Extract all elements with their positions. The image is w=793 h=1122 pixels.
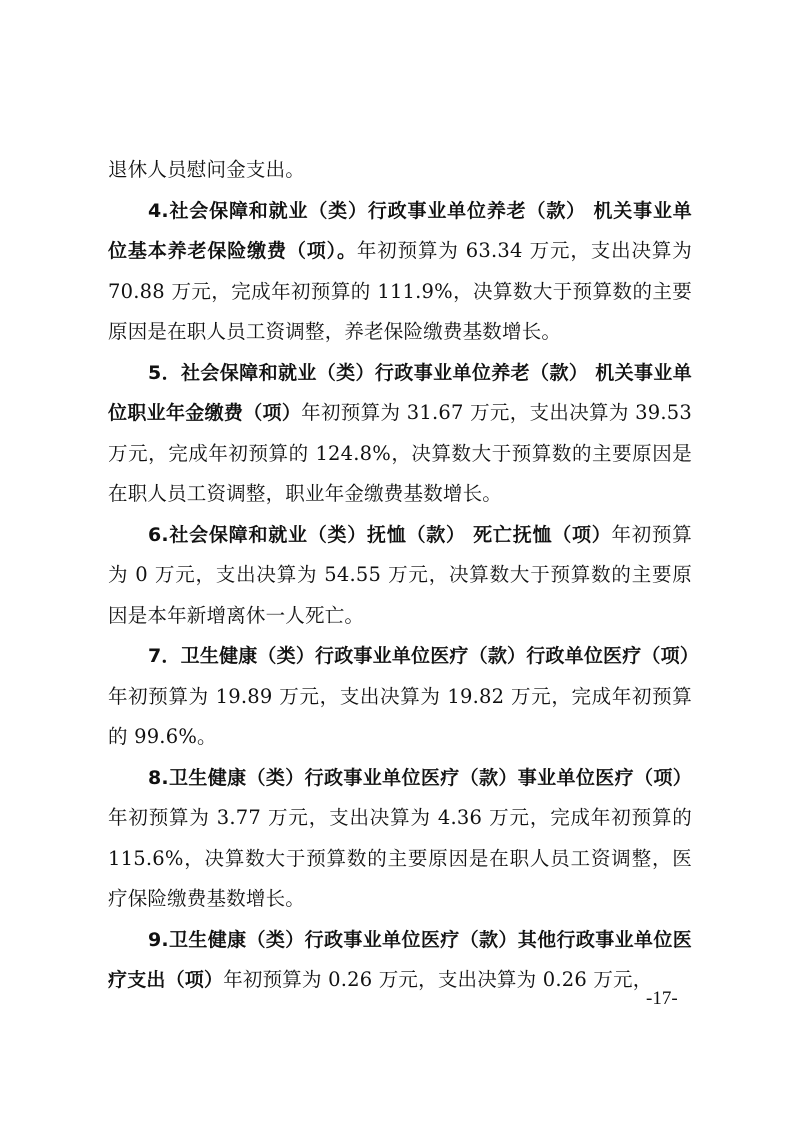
paragraph-3-text: 年初预算为 31.67 万元，支出决算为 39.53 万元，完成年初预算的 124.8%，决算数大于预算数的主要原因是在职人员工资调整，职业年金缴费基数增长。 (108, 401, 692, 505)
paragraph-1-text: 退休人员慰问金支出。 (108, 158, 306, 181)
paragraph-4-heading: 6.社会保障和就业（类）抚恤（款） 死亡抚恤（项） (148, 523, 612, 546)
paragraph-6-heading: 8.卫生健康（类）行政事业单位医疗（款）事业单位医疗（项） (148, 766, 692, 789)
body-text (108, 150, 700, 1001)
paragraph-2 (108, 191, 692, 353)
paragraph-2-heading: 4.社会保障和就业（类）行政事业单位养老（款） 机关事业单位基本养老保险缴费（项）。 (108, 199, 692, 262)
paragraph-4 (108, 515, 692, 637)
paragraph-5-heading: 7．卫生健康（类）行政事业单位医疗（款）行政单位医疗（项） (148, 645, 700, 667)
paragraph-5-text: 年初预算为 19.89 万元，支出决算为 19.82 万元，完成年初预算的 99.6%。 (108, 684, 692, 748)
paragraph-6-text: 年初预算为 3.77 万元，支出决算为 4.36 万元，完成年初预算的 115.6%，决算数大于预算数的主要原因是在职人员工资调整，医疗保险缴费基数增长。 (108, 806, 692, 910)
paragraph-7-text: 年初预算为 0.26 万元，支出决算为 0.26 万元， (223, 968, 653, 991)
page-number: -17- (646, 988, 678, 1009)
paragraph-7 (108, 920, 692, 1001)
paragraph-5 (108, 636, 700, 758)
paragraph-4-text: 年初预算为 0 万元，支出决算为 54.55 万元，决算数大于预算数的主要原因是本年新增离休一人死亡。 (108, 522, 692, 627)
paragraph-3-heading: 5．社会保障和就业（类）行政事业单位养老（款） 机关事业单位职业年金缴费（项） (108, 361, 692, 424)
paragraph-2-text: 年初预算为 63.34 万元，支出决算为 70.88 万元，完成年初预算的 111.9%，决算数大于预算数的主要原因是在职人员工资调整，养老保险缴费基数增长。 (108, 239, 692, 343)
paragraph-7-heading: 9.卫生健康（类）行政事业单位医疗（款）其他行政事业单位医疗支出（项） (108, 928, 692, 991)
paragraph-3 (108, 353, 692, 515)
paragraph-6 (108, 758, 692, 920)
paragraph-1 (108, 150, 692, 191)
